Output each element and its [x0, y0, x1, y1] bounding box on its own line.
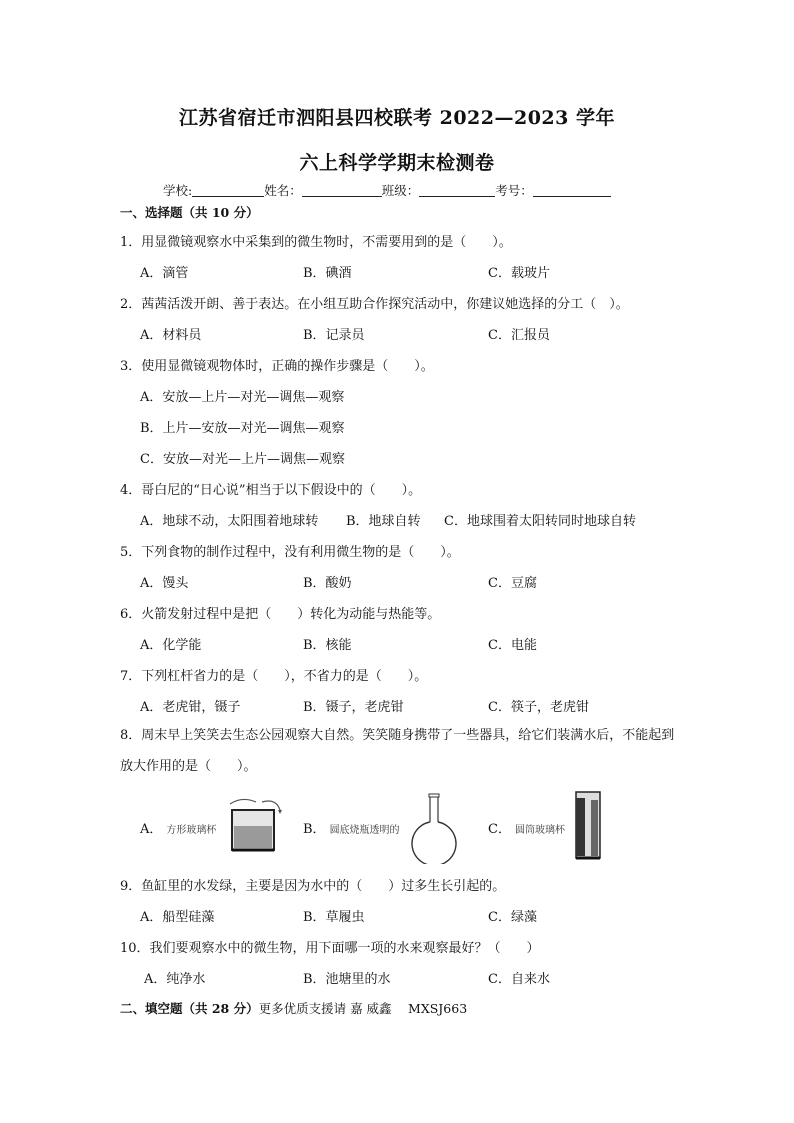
- option-c[interactable]: C．自来水: [488, 972, 550, 987]
- option-b[interactable]: B．记录员: [303, 328, 365, 343]
- question-stem: 6．火箭发射过程中是把（ ）转化为动能与热能等。: [120, 607, 441, 622]
- option-c[interactable]: C．安放—对光—上片—调焦—观察: [140, 452, 345, 467]
- option-c[interactable]: C．载玻片: [488, 266, 550, 281]
- question-stem: 3．使用显微镜观物体时，正确的操作步骤是（ ）。: [120, 359, 434, 374]
- option-a[interactable]: A．船型硅藻: [140, 910, 215, 925]
- option-c[interactable]: C． 圆筒玻璃杯: [488, 822, 565, 837]
- cylinder-glass-figure: [572, 790, 606, 862]
- round-flask-figure: [408, 792, 460, 864]
- option-a[interactable]: A．地球不动，太阳围着地球转: [140, 514, 319, 529]
- option-b[interactable]: B．酸奶: [303, 576, 352, 591]
- figure-caption: 圆底烧瓶透明的: [329, 825, 400, 836]
- figure-caption: 方形玻璃杯: [166, 825, 217, 836]
- name-label: 姓名：: [264, 183, 302, 198]
- option-c[interactable]: C．汇报员: [488, 328, 550, 343]
- option-c[interactable]: C．豆腐: [488, 576, 537, 591]
- option-b[interactable]: B．池塘里的水: [303, 972, 391, 987]
- question-stem: 7．下列杠杆省力的是（ ），不省力的是（ ）。: [120, 669, 428, 684]
- option-b[interactable]: B．核能: [303, 638, 352, 653]
- exam-subtitle: 六上科学学期末检测卷: [299, 152, 495, 174]
- option-a[interactable]: A．化学能: [140, 638, 202, 653]
- square-glass-figure: [222, 796, 286, 856]
- section-heading-choice: 一、选择题（共 10 分）: [120, 205, 259, 220]
- option-a[interactable]: A． 方形玻璃杯: [140, 822, 217, 837]
- question-stem: 4．哥白尼的“日心说”相当于以下假设中的（ ）。: [120, 483, 422, 498]
- school-blank[interactable]: [192, 184, 264, 197]
- number-label: 考号：: [495, 183, 533, 198]
- option-c[interactable]: C．地球围着太阳转同时地球自转: [444, 514, 636, 529]
- option-a[interactable]: A．纯净水: [144, 972, 206, 987]
- option-a[interactable]: A．材料员: [140, 328, 202, 343]
- option-b[interactable]: B．草履虫: [303, 910, 365, 925]
- question-stem: 9．鱼缸里的水发绿，主要是因为水中的（ ）过多生长引起的。: [120, 879, 506, 894]
- option-b[interactable]: B．地球自转: [346, 514, 421, 529]
- question-stem: 10．我们要观察水中的微生物，用下面哪一项的水来观察最好？（ ）: [120, 941, 540, 956]
- school-label: 学校:: [163, 183, 193, 198]
- number-blank[interactable]: [533, 184, 611, 197]
- option-a[interactable]: A．安放—上片—对光—调焦—观察: [140, 390, 345, 405]
- section-heading-fill: 二、填空题（共 28 分）更多优质支援请 嘉 威鑫 MXSJ663: [120, 1001, 468, 1016]
- option-b[interactable]: B．镊子，老虎钳: [303, 700, 404, 715]
- question-stem: 5．下列食物的制作过程中，没有利用微生物的是（ ）。: [120, 545, 460, 560]
- option-b[interactable]: B．碘酒: [303, 266, 352, 281]
- promo-text: 更多优质支援请 嘉 威鑫 MXSJ663: [258, 1001, 468, 1016]
- exam-title: 江苏省宿迁市泗阳县四校联考 2022—2023 学年: [179, 107, 615, 129]
- option-a[interactable]: A．馒头: [140, 576, 189, 591]
- question-stem: 8．周末早上笑笑去生态公园观察大自然。笑笑随身携带了一些器具，给它们装满水后，不能起到放大作用的是（ ）。: [120, 728, 675, 774]
- name-blank[interactable]: [302, 184, 382, 197]
- student-info-row: [163, 181, 611, 199]
- option-b[interactable]: B．上片—安放—对光—调焦—观察: [140, 421, 345, 436]
- option-c[interactable]: C．绿藻: [488, 910, 537, 925]
- figure-caption: 圆筒玻璃杯: [514, 825, 565, 836]
- option-c[interactable]: C．筷子，老虎钳: [488, 700, 589, 715]
- option-a[interactable]: A．滴管: [140, 266, 189, 281]
- question-stem: 2．茜茜活泼开朗、善于表达。在小组互助合作探究活动中，你建议她选择的分工（ ）。: [120, 297, 629, 312]
- option-a[interactable]: A．老虎钳，镊子: [140, 700, 241, 715]
- class-label: 班级：: [381, 183, 420, 198]
- question-stem: 1．用显微镜观察水中采集到的微生物时，不需要用到的是（ ）。: [120, 235, 512, 250]
- option-b[interactable]: B． 圆底烧瓶透明的: [303, 822, 400, 837]
- class-blank[interactable]: [419, 184, 495, 197]
- option-c[interactable]: C．电能: [488, 638, 537, 653]
